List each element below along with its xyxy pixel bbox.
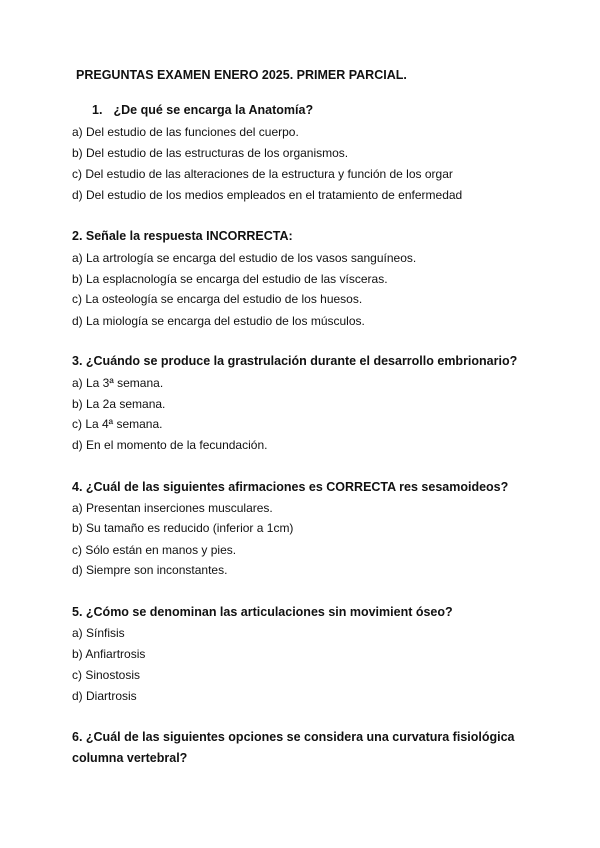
question-4-option-d: d) Siempre son inconstantes. xyxy=(72,563,228,577)
question-3-option-a: a) La 3ª semana. xyxy=(72,376,164,390)
question-4-option-c: c) Sólo están en manos y pies. xyxy=(72,543,237,557)
question-5-title: 5. ¿Cómo se denominan las articulaciones sin movimient óseo? xyxy=(72,605,453,619)
question-1-option-a: a) Del estudio de las funciones del cuerpo. xyxy=(72,125,299,139)
question-2-option-d: d) La miología se encarga del estudio de los músculos. xyxy=(72,314,365,328)
question-4-option-b: b) Su tamaño es reducido (inferior a 1cm) xyxy=(72,521,294,535)
question-4-option-a: a) Presentan inserciones musculares. xyxy=(72,501,273,515)
question-5-option-d: d) Diartrosis xyxy=(72,689,137,703)
question-2-option-b: b) La esplacnología se encarga del estudio de las vísceras. xyxy=(72,272,388,286)
question-1-title xyxy=(92,103,313,117)
question-3-option-b: b) La 2a semana. xyxy=(72,397,166,411)
question-2-option-a: a) La artrología se encarga del estudio de los vasos sanguíneos. xyxy=(72,251,417,265)
document-title: PREGUNTAS EXAMEN ENERO 2025. PRIMER PARCIAL. xyxy=(76,68,407,82)
question-2-title: 2. Señale la respuesta INCORRECTA: xyxy=(72,229,293,243)
question-6-title-continued: columna vertebral? xyxy=(72,751,188,765)
question-6-title: 6. ¿Cuál de las siguientes opciones se considera una curvatura fisiológica xyxy=(72,730,515,744)
question-2-option-c: c) La osteología se encarga del estudio de los huesos. xyxy=(72,292,363,306)
question-3-title: 3. ¿Cuándo se produce la grastrulación durante el desarrollo embrionario? xyxy=(72,354,518,368)
question-3-option-d: d) En el momento de la fecundación. xyxy=(72,438,268,452)
question-1-text: ¿De qué se encarga la Anatomía? xyxy=(113,103,314,117)
question-5-option-c: c) Sinostosis xyxy=(72,668,141,682)
question-5-option-a: a) Sínfisis xyxy=(72,626,125,640)
question-1-option-c: c) Del estudio de las alteraciones de la estructura y función de los orgar xyxy=(72,167,453,181)
question-1-number: 1. xyxy=(92,103,103,117)
question-3-option-c: c) La 4ª semana. xyxy=(72,417,163,431)
question-4-title: 4. ¿Cuál de las siguientes afirmaciones es CORRECTA res sesamoideos? xyxy=(72,480,509,494)
question-5-option-b: b) Anfiartrosis xyxy=(72,647,146,661)
question-1-option-b: b) Del estudio de las estructuras de los organismos. xyxy=(72,146,349,160)
question-1-option-d: d) Del estudio de los medios empleados en el tratamiento de enfermedad xyxy=(72,188,463,202)
